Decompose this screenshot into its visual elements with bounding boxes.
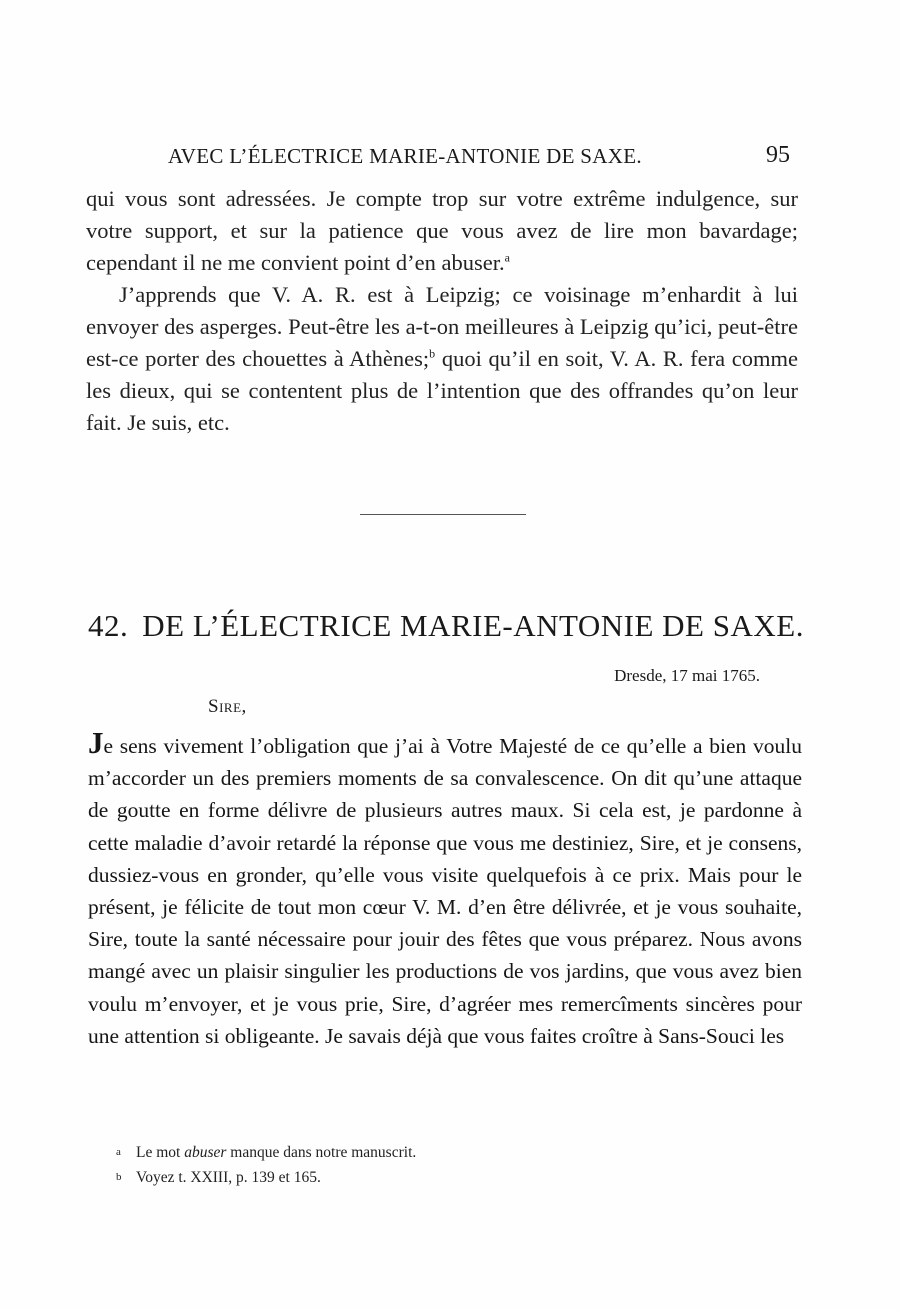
previous-letter-paragraph: [86, 279, 798, 439]
footnote-text: [136, 1169, 321, 1186]
drop-cap: J: [88, 725, 104, 760]
footnote-mark: b: [116, 1171, 122, 1183]
previous-letter-paragraph: [86, 183, 798, 279]
footnote-reference-a: a: [504, 250, 510, 265]
footnote-a: [116, 1140, 796, 1165]
footnote-text-part: manque dans notre manuscrit.: [226, 1144, 417, 1161]
paragraph-text: quoi qu’il en soit, V. A. R. fera comme les dieux, qui se contentent plus de l’intention que des offrandes qu’on leur fait. Je suis, etc.: [86, 346, 798, 435]
letter-salutation: Sire,: [208, 696, 247, 717]
paragraph-text: e sens vivement l’obligation que j’ai à Votre Majesté de ce qu’elle a bien voulu m’accorder un des premiers moments de sa convalescence. On dit qu’une attaque de goutte en forme délivre de plusieurs autres maux. Si cela est, je pardonne à cette maladie d’avoir retardé la réponse que vous me destiniez, Sire, et je consens, dussiez-vous en gronder, qu’elle vous visite quelquefois à ce prix. Mais pour le présent, je félicite de tout mon cœur V. M. d’en être délivrée, et je vous souhaite, Sire, toute la santé nécessaire pour jouir des fêtes que vous préparez. Nous avons mangé avec un plaisir singulier les productions de vos jardins, que vous avez bien voulu m’envoyer, et je vous prie, Sire, d’agréer mes remercîments sincères pour une attention si obligeante. Je savais déjà que vous faites croître à Sans-Souci les: [88, 734, 802, 1048]
footnote-reference-b: b: [429, 346, 436, 361]
paragraph-text: J’apprends que V. A. R. est à Leipzig; ce voisinage m’enhardit à lui envoyer des asperges. Peut-être les a-t-on meilleures à Leipzig qu’ici, peut-être est-ce porter des chouettes à Athènes;: [86, 282, 798, 371]
letter-title: DE L’ÉLECTRICE MARIE-ANTONIE DE SAXE.: [142, 608, 804, 643]
footnote-b: [116, 1165, 796, 1190]
paragraph-text: qui vous sont adressées. Je compte trop sur votre extrême indulgence, sur votre support, et sur la patience que vous avez de lire mon bavardage; cependant il ne me convient point d’en abuser.: [86, 186, 798, 275]
previous-letter-ending: [86, 183, 798, 439]
footnote-mark: a: [116, 1146, 121, 1158]
footnotes: [116, 1140, 796, 1190]
letter-heading: [88, 608, 808, 644]
footnote-text-part: Le mot: [136, 1144, 185, 1161]
footnote-text: [136, 1144, 416, 1161]
section-separator-rule: [360, 514, 526, 515]
letter-paragraph: [88, 725, 802, 1052]
letter-dateline: Dresde, 17 mai 1765.: [614, 666, 760, 685]
letter-number: 42.: [88, 608, 129, 643]
running-title: AVEC L’ÉLECTRICE MARIE-ANTONIE DE SAXE.: [168, 144, 642, 168]
footnote-italic-word: abuser: [184, 1144, 227, 1161]
running-head: [0, 140, 900, 170]
footnote-text-part: Voyez t. XXIII, p. 139 et 165.: [136, 1169, 321, 1186]
letter-body: [88, 725, 802, 1052]
page-number: 95: [766, 142, 790, 168]
